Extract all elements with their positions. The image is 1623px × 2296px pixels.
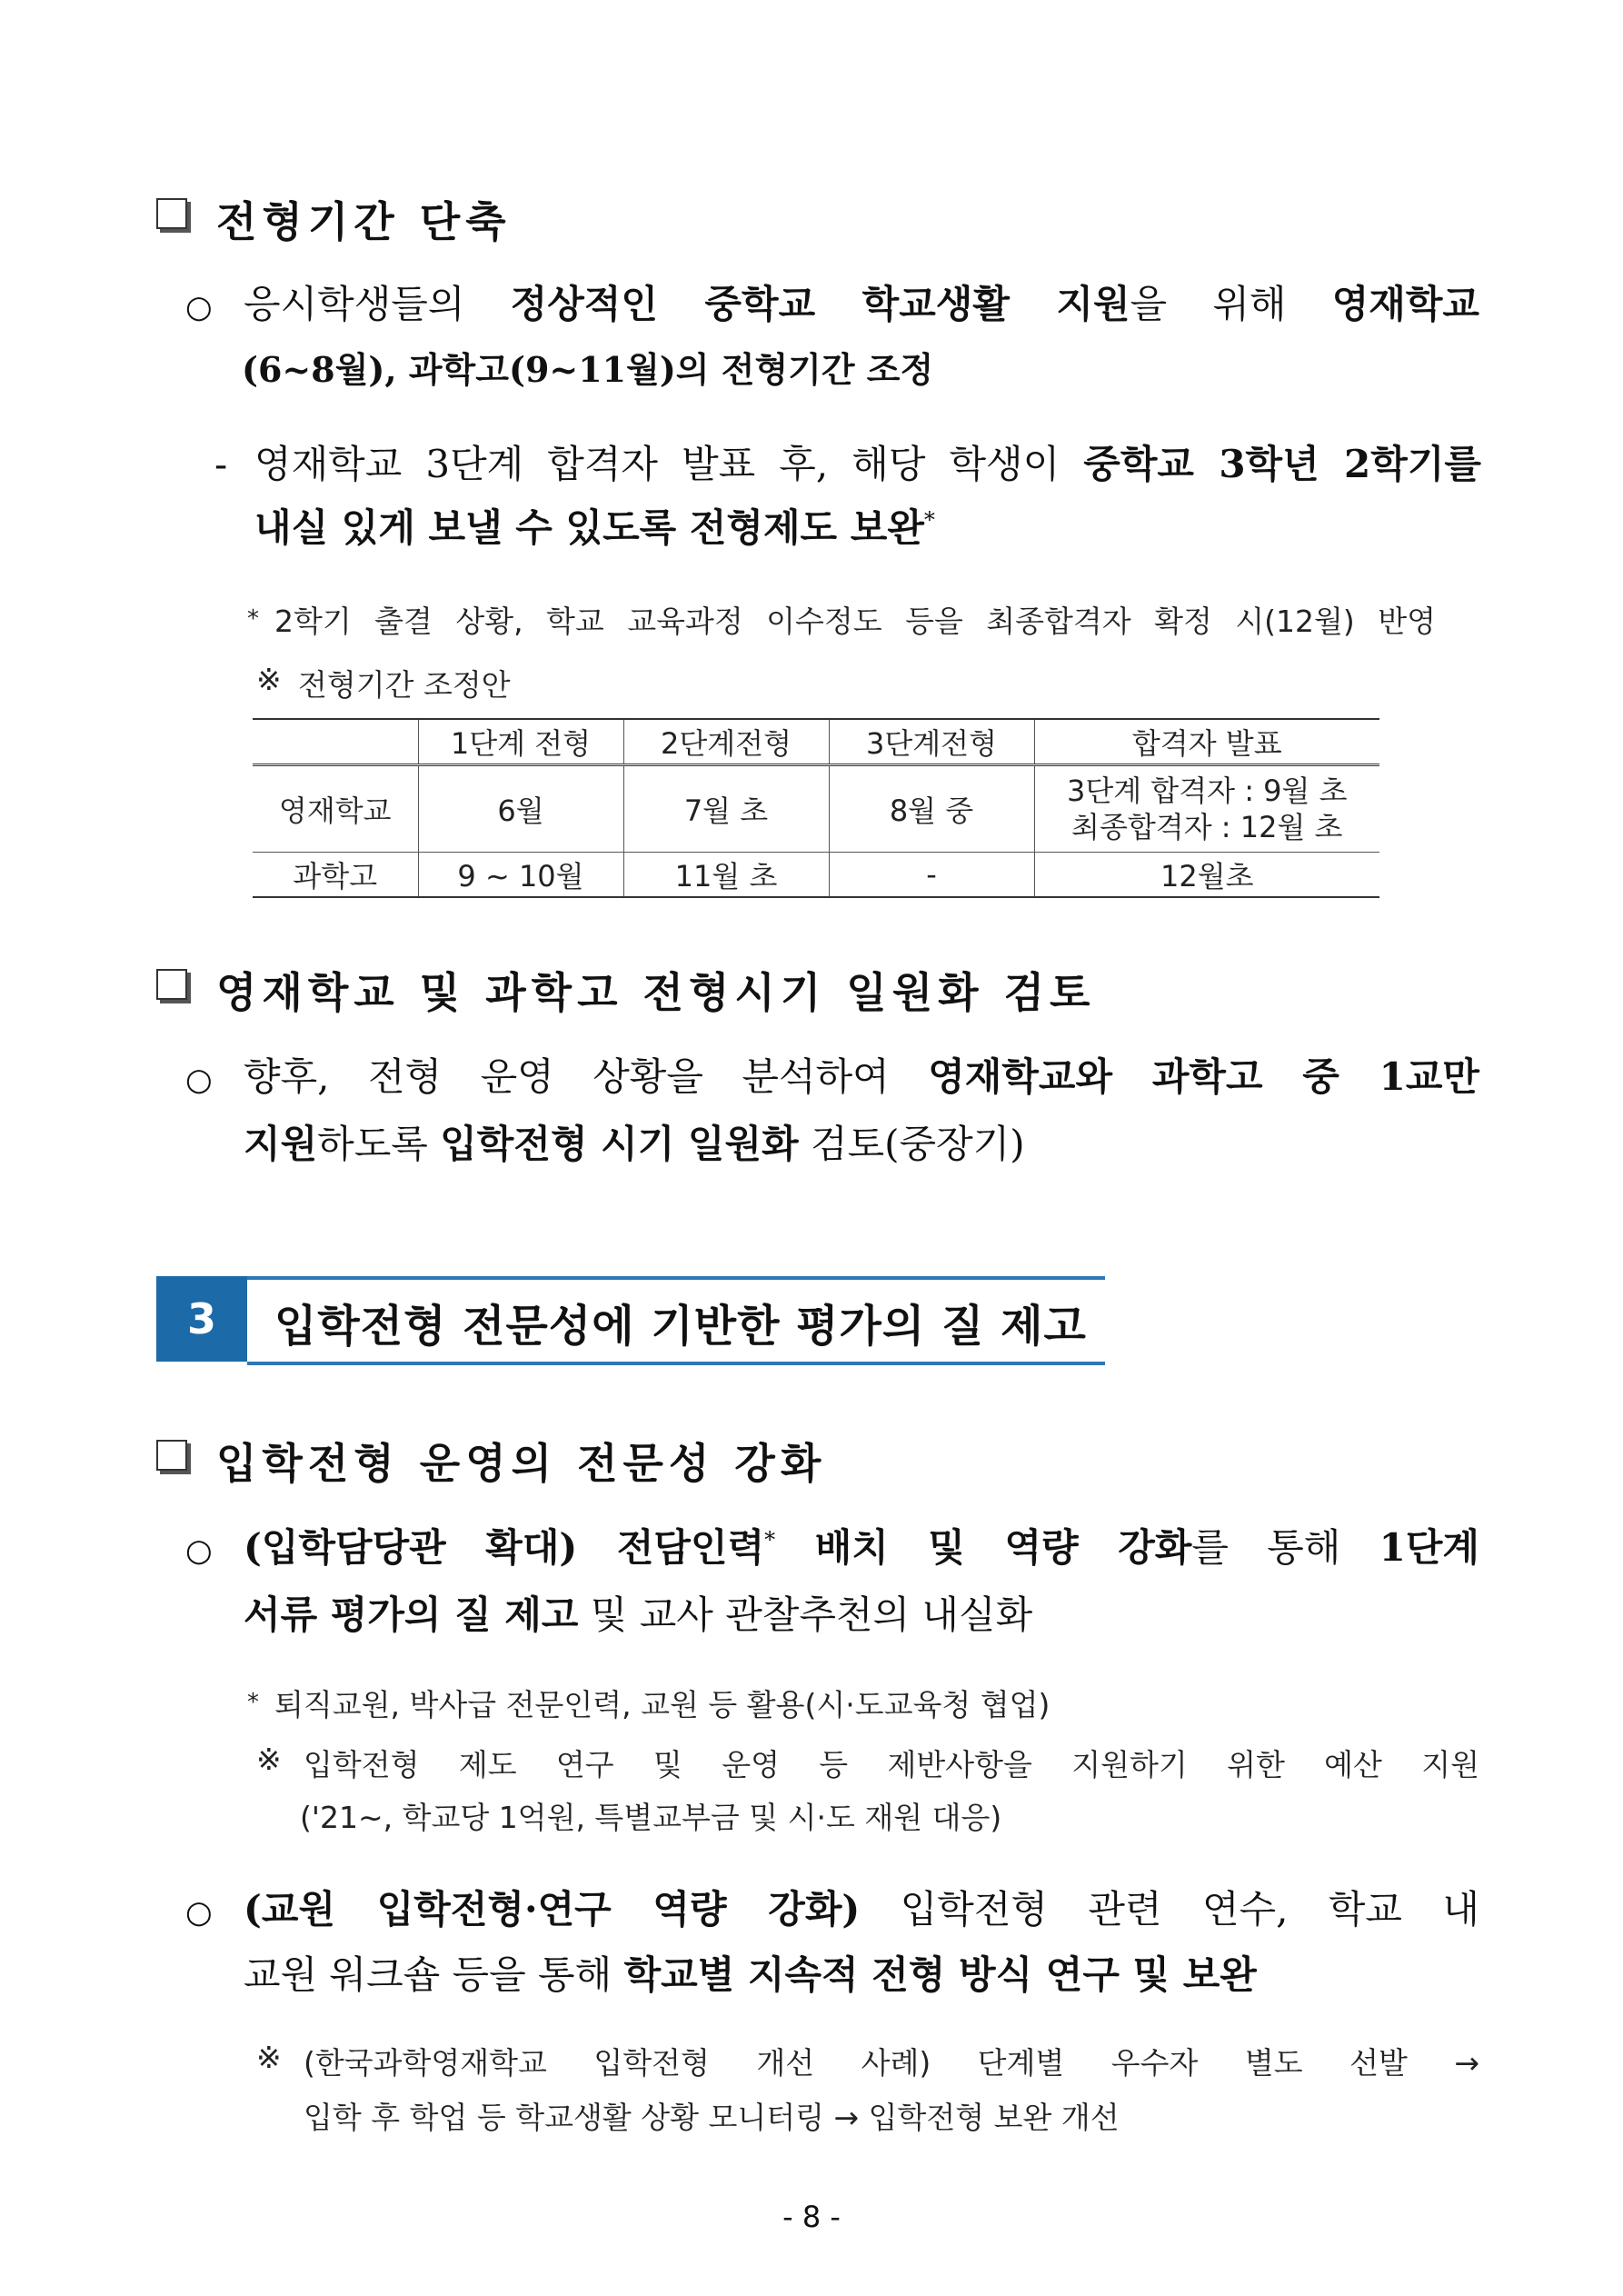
square-bullet-icon <box>156 1440 187 1471</box>
table-row <box>253 764 1379 852</box>
page-number: - 8 - <box>782 2200 841 2234</box>
bold-text-run: 영재학교와 과학고 중 1교만 <box>928 1054 1479 1099</box>
table-cell: 11월 초 <box>623 852 829 897</box>
text-run: 향후, 전형 운영 상황을 분석하여 <box>244 1054 929 1099</box>
reference-text: ('21∼, 학교당 1억원, 특별교부금 및 시·도 재원 대응) <box>300 1800 1002 1835</box>
text-run: 응시학생들의 <box>244 282 511 326</box>
dash-bullet: - <box>214 442 228 486</box>
bold-text-run: 영재학교 <box>1331 282 1479 326</box>
heading-unify-timing: 영재학교 및 과학고 전형시기 일원화 검토 <box>216 968 1096 1017</box>
table-cell: 과학고 <box>293 858 378 893</box>
reference-text: 입학전형 제도 연구 및 운영 등 제반사항을 지원하기 위한 예산 지원 <box>304 1747 1479 1782</box>
table-header <box>253 719 418 764</box>
table-header: 1단계 전형 <box>418 719 623 764</box>
schedule-table <box>253 718 1379 898</box>
reference-mark: ※ <box>256 662 282 697</box>
paragraph-line <box>242 349 934 390</box>
paragraph-line <box>244 1952 1257 1997</box>
heading-period-shorten: 전형기간 단축 <box>216 197 512 246</box>
paragraph-line <box>244 1592 1033 1637</box>
table-cell: 8월 중 <box>829 764 1034 852</box>
footnote-mark: * <box>247 605 259 633</box>
table-cell: 7월 초 <box>623 764 829 852</box>
reference-mark: ※ <box>256 1742 282 1777</box>
table-header: 2단계전형 <box>623 719 829 764</box>
table-cell: 영재학교 <box>278 793 392 828</box>
table-cell: 9 ~ 10월 <box>418 852 623 897</box>
bold-text-run: 지원 <box>244 1122 318 1166</box>
bold-text-run: 학교별 지속적 전형 방식 연구 및 보완 <box>623 1952 1257 1997</box>
bold-text-run: 1단계 <box>1379 1525 1480 1570</box>
text-run: 및 교사 관찰추천의 내실화 <box>578 1592 1033 1637</box>
circle-bullet-icon: ○ <box>185 1894 213 1931</box>
paragraph-line <box>244 282 1479 326</box>
paragraph-line <box>244 1525 1480 1570</box>
section-title: 입학전형 전문성에 기반한 평가의 질 제고 <box>274 1301 1087 1352</box>
footnote-marker: * <box>764 1527 776 1552</box>
paragraph-line <box>244 1054 1479 1099</box>
square-bullet-icon <box>156 969 187 1000</box>
text-run: 을 위해 <box>1130 282 1332 326</box>
section-number-badge: 3 <box>156 1276 247 1362</box>
paragraph-line <box>244 1887 1479 1932</box>
table-cell: 12월초 <box>1034 852 1379 897</box>
table-cell: - <box>829 852 1034 897</box>
footnote-marker: * <box>923 507 935 533</box>
paragraph-line <box>254 442 1481 486</box>
bold-text-run: 중학교 3학년 2학기를 <box>1083 442 1481 486</box>
text-run: 를 통해 <box>1191 1525 1379 1570</box>
footnote-mark: * <box>247 1689 259 1716</box>
table-cell: 6월 <box>418 764 623 852</box>
text-run: 입학전형 관련 연수, 학교 내 <box>860 1887 1479 1932</box>
table-header: 합격자 발표 <box>1034 719 1379 764</box>
bold-text-run: 정상적인 중학교 학교생활 지원 <box>510 282 1130 326</box>
table-header: 3단계전형 <box>829 719 1034 764</box>
reference-text: 전형기간 조정안 <box>298 667 511 703</box>
heading-expertise: 입학전형 운영의 전문성 강화 <box>216 1439 827 1488</box>
text-run: 검토(중장기) <box>798 1122 1025 1166</box>
paragraph-line <box>244 1122 1025 1166</box>
table-cell-line: 3단계 합격자 : 9월 초 <box>1066 773 1348 808</box>
reference-text: 입학 후 학업 등 학교생활 상황 모니터링 → 입학전형 보완 개선 <box>304 2100 1120 2135</box>
bold-text-run: 내실 있게 보낼 수 있도록 전형제도 보완 <box>254 505 924 550</box>
reference-text: (한국과학영재학교 입학전형 개선 사례) 단계별 우수자 별도 선발 → <box>304 2045 1479 2081</box>
bold-text-run: 배치 및 역량 강화 <box>775 1525 1192 1570</box>
circle-bullet-icon: ○ <box>185 1062 213 1098</box>
paragraph-line <box>254 505 935 550</box>
text-run: 하도록 <box>317 1122 441 1166</box>
reference-mark: ※ <box>256 2040 282 2075</box>
table-header-row <box>253 719 1379 764</box>
footnote-text: 퇴직교원, 박사급 전문인력, 교원 등 활용(시·도교육청 협업) <box>274 1687 1050 1722</box>
circle-bullet-icon: ○ <box>185 1532 213 1569</box>
table-cell <box>1034 764 1379 852</box>
square-bullet-icon <box>156 198 187 229</box>
table-cell-line: 최종합격자 : 12월 초 <box>1071 809 1343 844</box>
bold-text-run: (6~8월), 과학고(9~11월)의 전형기간 조정 <box>242 349 934 390</box>
bold-text-run: (교원 입학전형·연구 역량 강화) <box>244 1887 861 1932</box>
table-row <box>253 852 1379 897</box>
bold-text-run: (입학담당관 확대) 전담인력 <box>244 1525 765 1570</box>
text-run: 교원 워크숍 등을 통해 <box>244 1952 624 1997</box>
circle-bullet-icon: ○ <box>185 289 213 325</box>
bold-text-run: 입학전형 시기 일원화 <box>440 1122 799 1166</box>
footnote-text: 2학기 출결 상황, 학교 교육과정 이수정도 등을 최종합격자 확정 시(12월) 반영 <box>274 604 1436 639</box>
text-run: 영재학교 3단계 합격자 발표 후, 해당 학생이 <box>254 442 1084 486</box>
bold-text-run: 서류 평가의 질 제고 <box>244 1592 579 1637</box>
